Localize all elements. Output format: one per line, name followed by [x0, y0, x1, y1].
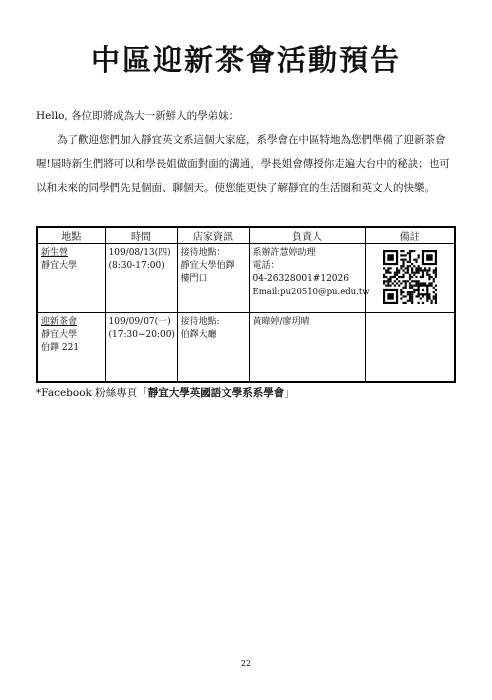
page-number: 22 [240, 659, 252, 668]
person-name: 黃暐婷/廖玥晴 [252, 317, 310, 327]
qr-code-icon[interactable] [383, 250, 437, 304]
cell-location [37, 313, 105, 383]
store-line: 樓門口 [180, 274, 208, 284]
fanpage-name[interactable]: 靜宜大學英國語文學系系學會 [147, 387, 285, 399]
location-place: 靜宜大學 [41, 330, 78, 340]
location-room: 伯鐸 221 [41, 343, 80, 353]
event-table [36, 226, 456, 383]
store-line: 靜宜大學伯鐸 [180, 261, 235, 271]
phone-label: 電話： [252, 261, 280, 271]
header-time: 時間 [105, 227, 177, 244]
header-person: 負責人 [249, 227, 365, 244]
event-date: 109/08/13(四) [108, 248, 171, 258]
store-label: 接待地點： [180, 248, 226, 258]
email-address: Email:pu20510@pu.edu.tw [252, 287, 370, 297]
table-row [37, 244, 455, 313]
cell-person [249, 244, 370, 313]
event-hours: (8:30-17:00) [108, 261, 165, 271]
event-hours: (17:30~20:00) [108, 330, 175, 340]
person-name: 系辦許慧婷助理 [252, 248, 316, 258]
footnote-suffix: 」 [284, 387, 295, 399]
cell-location [37, 244, 105, 313]
table-header-row [37, 227, 455, 244]
cell-note [365, 313, 455, 383]
cell-time [105, 244, 177, 313]
event-date: 109/09/07(一) [108, 317, 171, 327]
intro-paragraph: 為了歡迎您們加入靜宜英文系這個大家庭，系學會在中區特地為您們準備了迎新茶會喔!屆時新生們將可以和學長姐做面對面的溝通，學長姐會傳授你走遍大台中的秘訣；也可以和未來的同學們先見個面、聊個天。使您能更快了解靜宜的生活圈和英文人的快樂。 [36, 134, 450, 194]
cell-store [177, 313, 249, 383]
footnote-prefix: *Facebook 粉絲專頁「 [36, 387, 148, 399]
location-name: 新生營 [41, 248, 69, 258]
store-label: 接待地點: [180, 317, 220, 327]
facebook-footnote [36, 385, 295, 400]
location-place: 靜宜大學 [41, 261, 78, 271]
header-location: 地點 [37, 227, 105, 244]
header-note: 備註 [365, 227, 455, 244]
table-row [37, 313, 455, 383]
cell-person [249, 313, 365, 383]
cell-note [365, 244, 455, 313]
greeting: Hello, 各位即將成為大一新鮮人的學弟妹： [36, 110, 240, 122]
header-store: 店家資訊 [177, 227, 249, 244]
store-line: 伯鐸大廳 [180, 330, 217, 340]
cell-store [177, 244, 249, 313]
cell-time [105, 313, 177, 383]
location-name: 迎新茶會 [41, 317, 78, 327]
page-title: 中區迎新茶會活動預告 [90, 43, 401, 77]
phone-number: 04-26328001#12026 [252, 274, 349, 284]
